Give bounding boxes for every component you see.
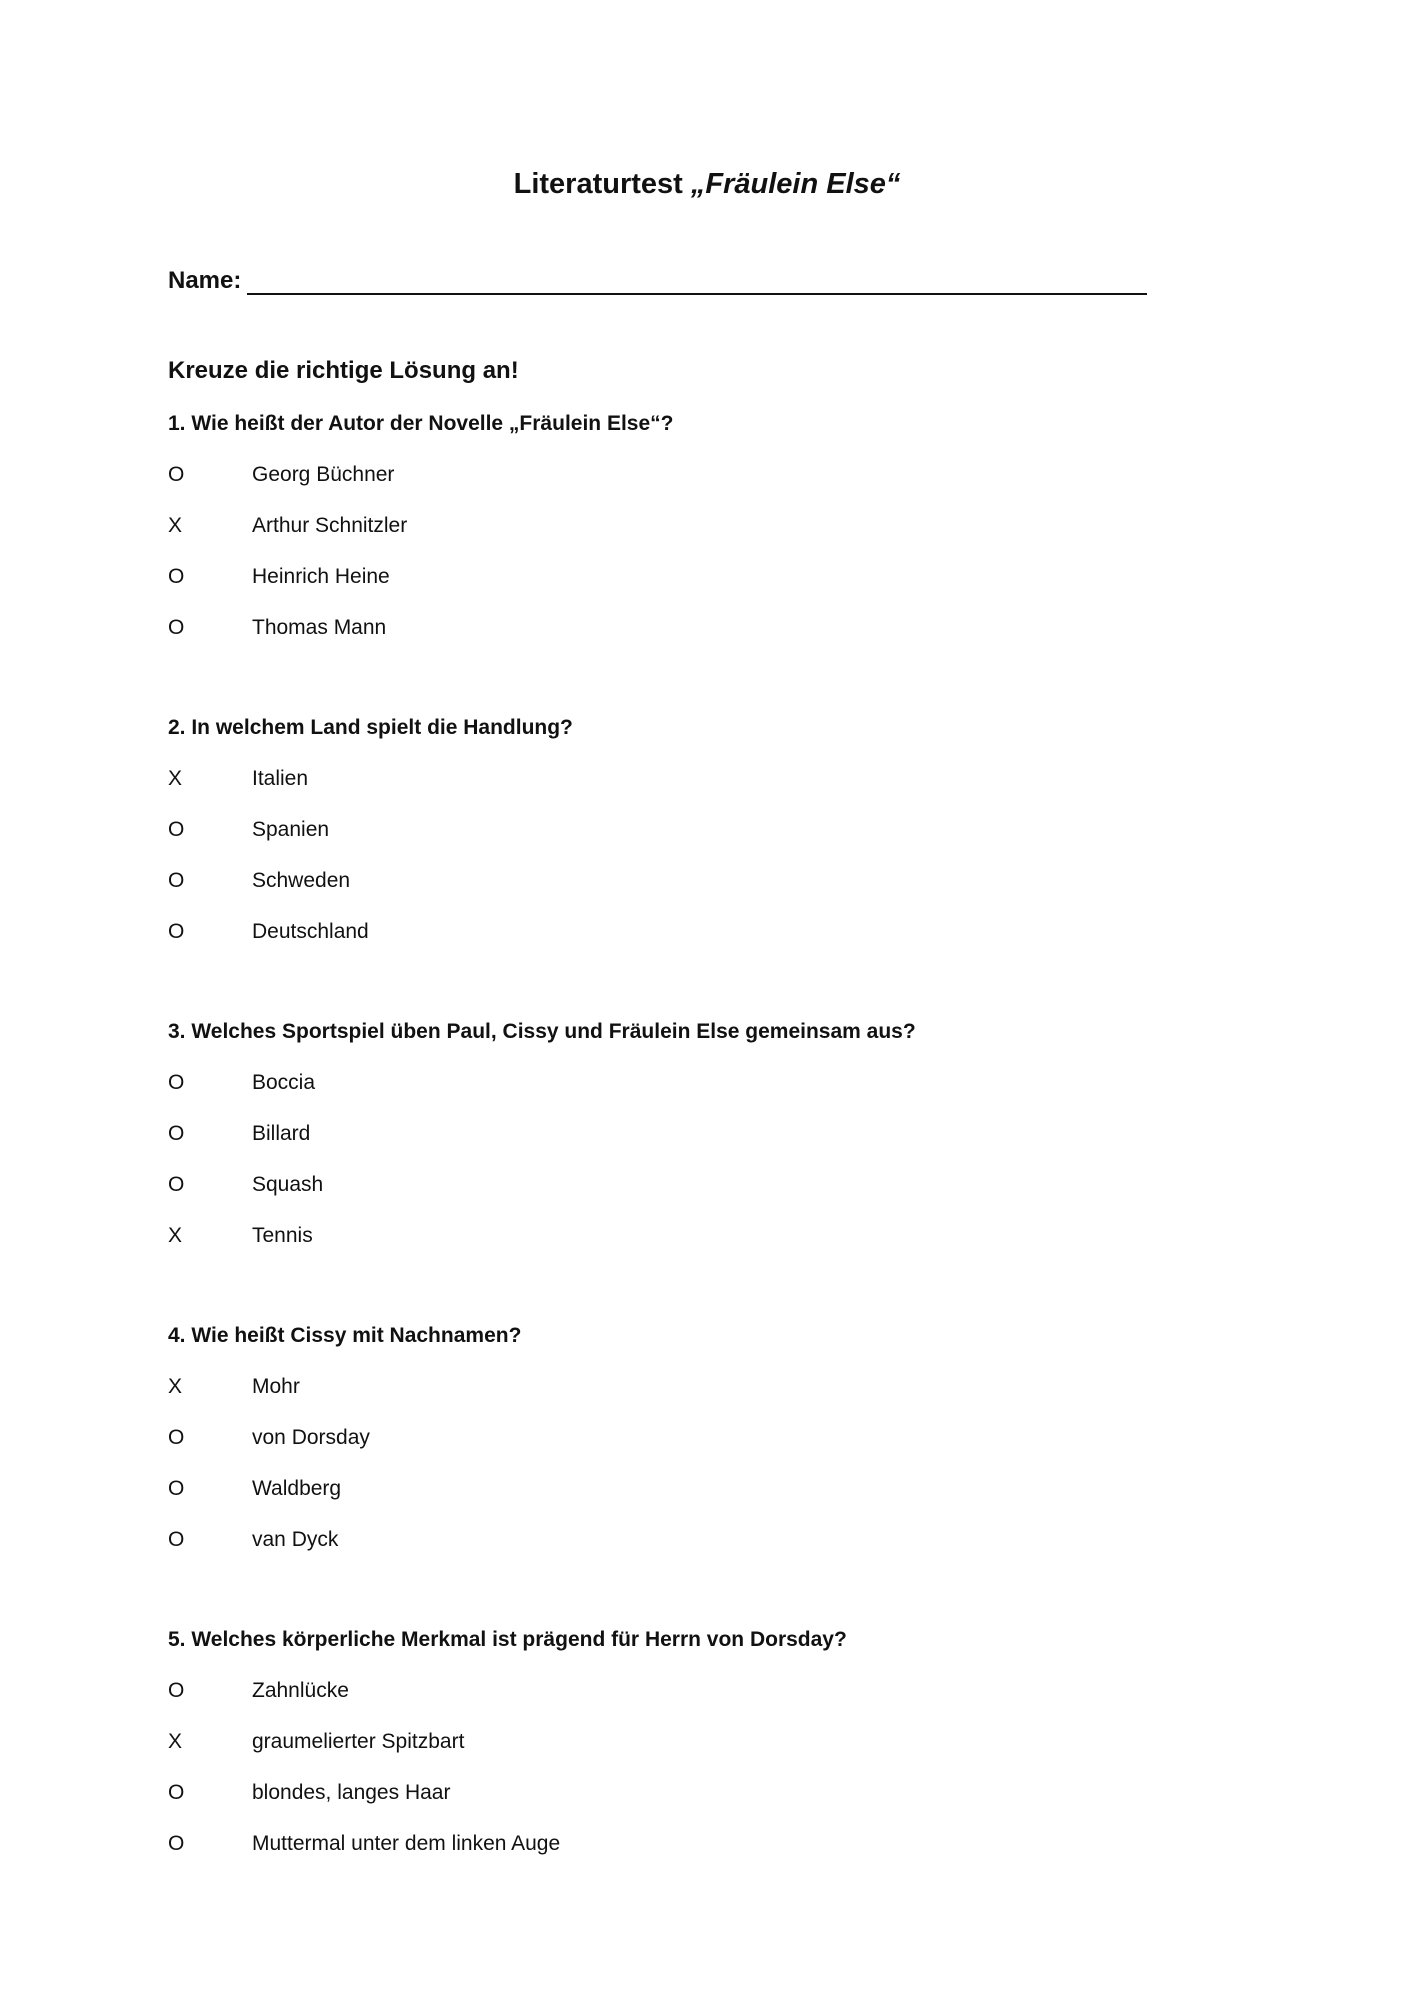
question-text: 1. Wie heißt der Autor der Novelle „Fräulein Else“?	[168, 412, 674, 435]
question-text: 3. Welches Sportspiel üben Paul, Cissy und Fräulein Else gemeinsam aus?	[168, 1020, 916, 1043]
answer-mark[interactable]: O	[168, 565, 185, 588]
answer-option[interactable]	[168, 1678, 1268, 1729]
answer-label: graumelierter Spitzbart	[252, 1730, 465, 1753]
answer-option[interactable]	[168, 564, 1268, 615]
name-field-row	[168, 267, 1147, 295]
name-label: Name:	[168, 267, 242, 294]
answer-label: Muttermal unter dem linken Auge	[252, 1832, 561, 1855]
answer-option[interactable]	[168, 1476, 1268, 1527]
answer-option[interactable]	[168, 817, 1268, 868]
question-5	[168, 1627, 1268, 1882]
answer-label: Schweden	[252, 869, 351, 892]
answer-label: Boccia	[252, 1071, 316, 1094]
answer-option[interactable]	[168, 1729, 1268, 1780]
answer-option[interactable]	[168, 1425, 1268, 1476]
answer-label: Deutschland	[252, 920, 369, 943]
question-1	[168, 411, 1268, 666]
answer-label: Waldberg	[252, 1477, 342, 1500]
answer-label: van Dyck	[252, 1528, 339, 1551]
question-3	[168, 1019, 1268, 1274]
title-work: „Fräulein Else“	[690, 168, 901, 200]
question-4	[168, 1323, 1268, 1578]
answer-option[interactable]	[168, 1223, 1268, 1274]
answer-mark[interactable]: O	[168, 869, 185, 892]
answer-mark[interactable]: O	[168, 920, 185, 943]
answer-option[interactable]	[168, 1070, 1268, 1121]
answer-label: Spanien	[252, 818, 330, 841]
answer-option[interactable]	[168, 1527, 1268, 1578]
answer-label: Squash	[252, 1173, 324, 1196]
answer-mark[interactable]: O	[168, 463, 185, 486]
answer-mark[interactable]: O	[168, 1173, 185, 1196]
answer-label: Billard	[252, 1122, 311, 1145]
instruction: Kreuze die richtige Lösung an!	[168, 357, 519, 384]
answer-mark[interactable]: X	[168, 1224, 183, 1247]
answer-option[interactable]	[168, 462, 1268, 513]
answer-mark[interactable]: O	[168, 1781, 185, 1804]
answer-mark[interactable]: X	[168, 514, 183, 537]
answer-mark[interactable]: O	[168, 1679, 185, 1702]
answer-label: Zahnlücke	[252, 1679, 349, 1702]
answer-mark[interactable]: O	[168, 616, 185, 639]
answer-mark[interactable]: O	[168, 1071, 185, 1094]
question-2	[168, 715, 1268, 970]
title-main: Literaturtest	[513, 168, 683, 200]
answer-label: Mohr	[252, 1375, 300, 1398]
answer-label: Thomas Mann	[252, 616, 387, 639]
page-title	[0, 168, 1414, 201]
answer-option[interactable]	[168, 868, 1268, 919]
answer-mark[interactable]: O	[168, 818, 185, 841]
answer-label: Arthur Schnitzler	[252, 514, 408, 537]
answer-mark[interactable]: O	[168, 1426, 185, 1449]
answer-label: Georg Büchner	[252, 463, 395, 486]
answer-label: Tennis	[252, 1224, 313, 1247]
question-text: 4. Wie heißt Cissy mit Nachnamen?	[168, 1324, 522, 1347]
answer-option[interactable]	[168, 1374, 1268, 1425]
answer-label: blondes, langes Haar	[252, 1781, 451, 1804]
answer-mark[interactable]: X	[168, 767, 183, 790]
answer-mark[interactable]: O	[168, 1832, 185, 1855]
name-field[interactable]	[247, 267, 1147, 295]
answer-option[interactable]	[168, 1121, 1268, 1172]
answer-option[interactable]	[168, 513, 1268, 564]
question-text: 5. Welches körperliche Merkmal ist prägend für Herrn von Dorsday?	[168, 1628, 847, 1651]
answer-mark[interactable]: O	[168, 1528, 185, 1551]
question-text: 2. In welchem Land spielt die Handlung?	[168, 716, 573, 739]
answer-mark[interactable]: O	[168, 1477, 185, 1500]
answer-mark[interactable]: X	[168, 1730, 183, 1753]
answer-option[interactable]	[168, 615, 1268, 666]
answer-option[interactable]	[168, 766, 1268, 817]
answer-label: Heinrich Heine	[252, 565, 390, 588]
answer-option[interactable]	[168, 1831, 1268, 1882]
answer-mark[interactable]: O	[168, 1122, 185, 1145]
answer-mark[interactable]: X	[168, 1375, 183, 1398]
answer-label: Italien	[252, 767, 309, 790]
answer-option[interactable]	[168, 1172, 1268, 1223]
answer-option[interactable]	[168, 1780, 1268, 1831]
answer-option[interactable]	[168, 919, 1268, 970]
answer-label: von Dorsday	[252, 1426, 370, 1449]
